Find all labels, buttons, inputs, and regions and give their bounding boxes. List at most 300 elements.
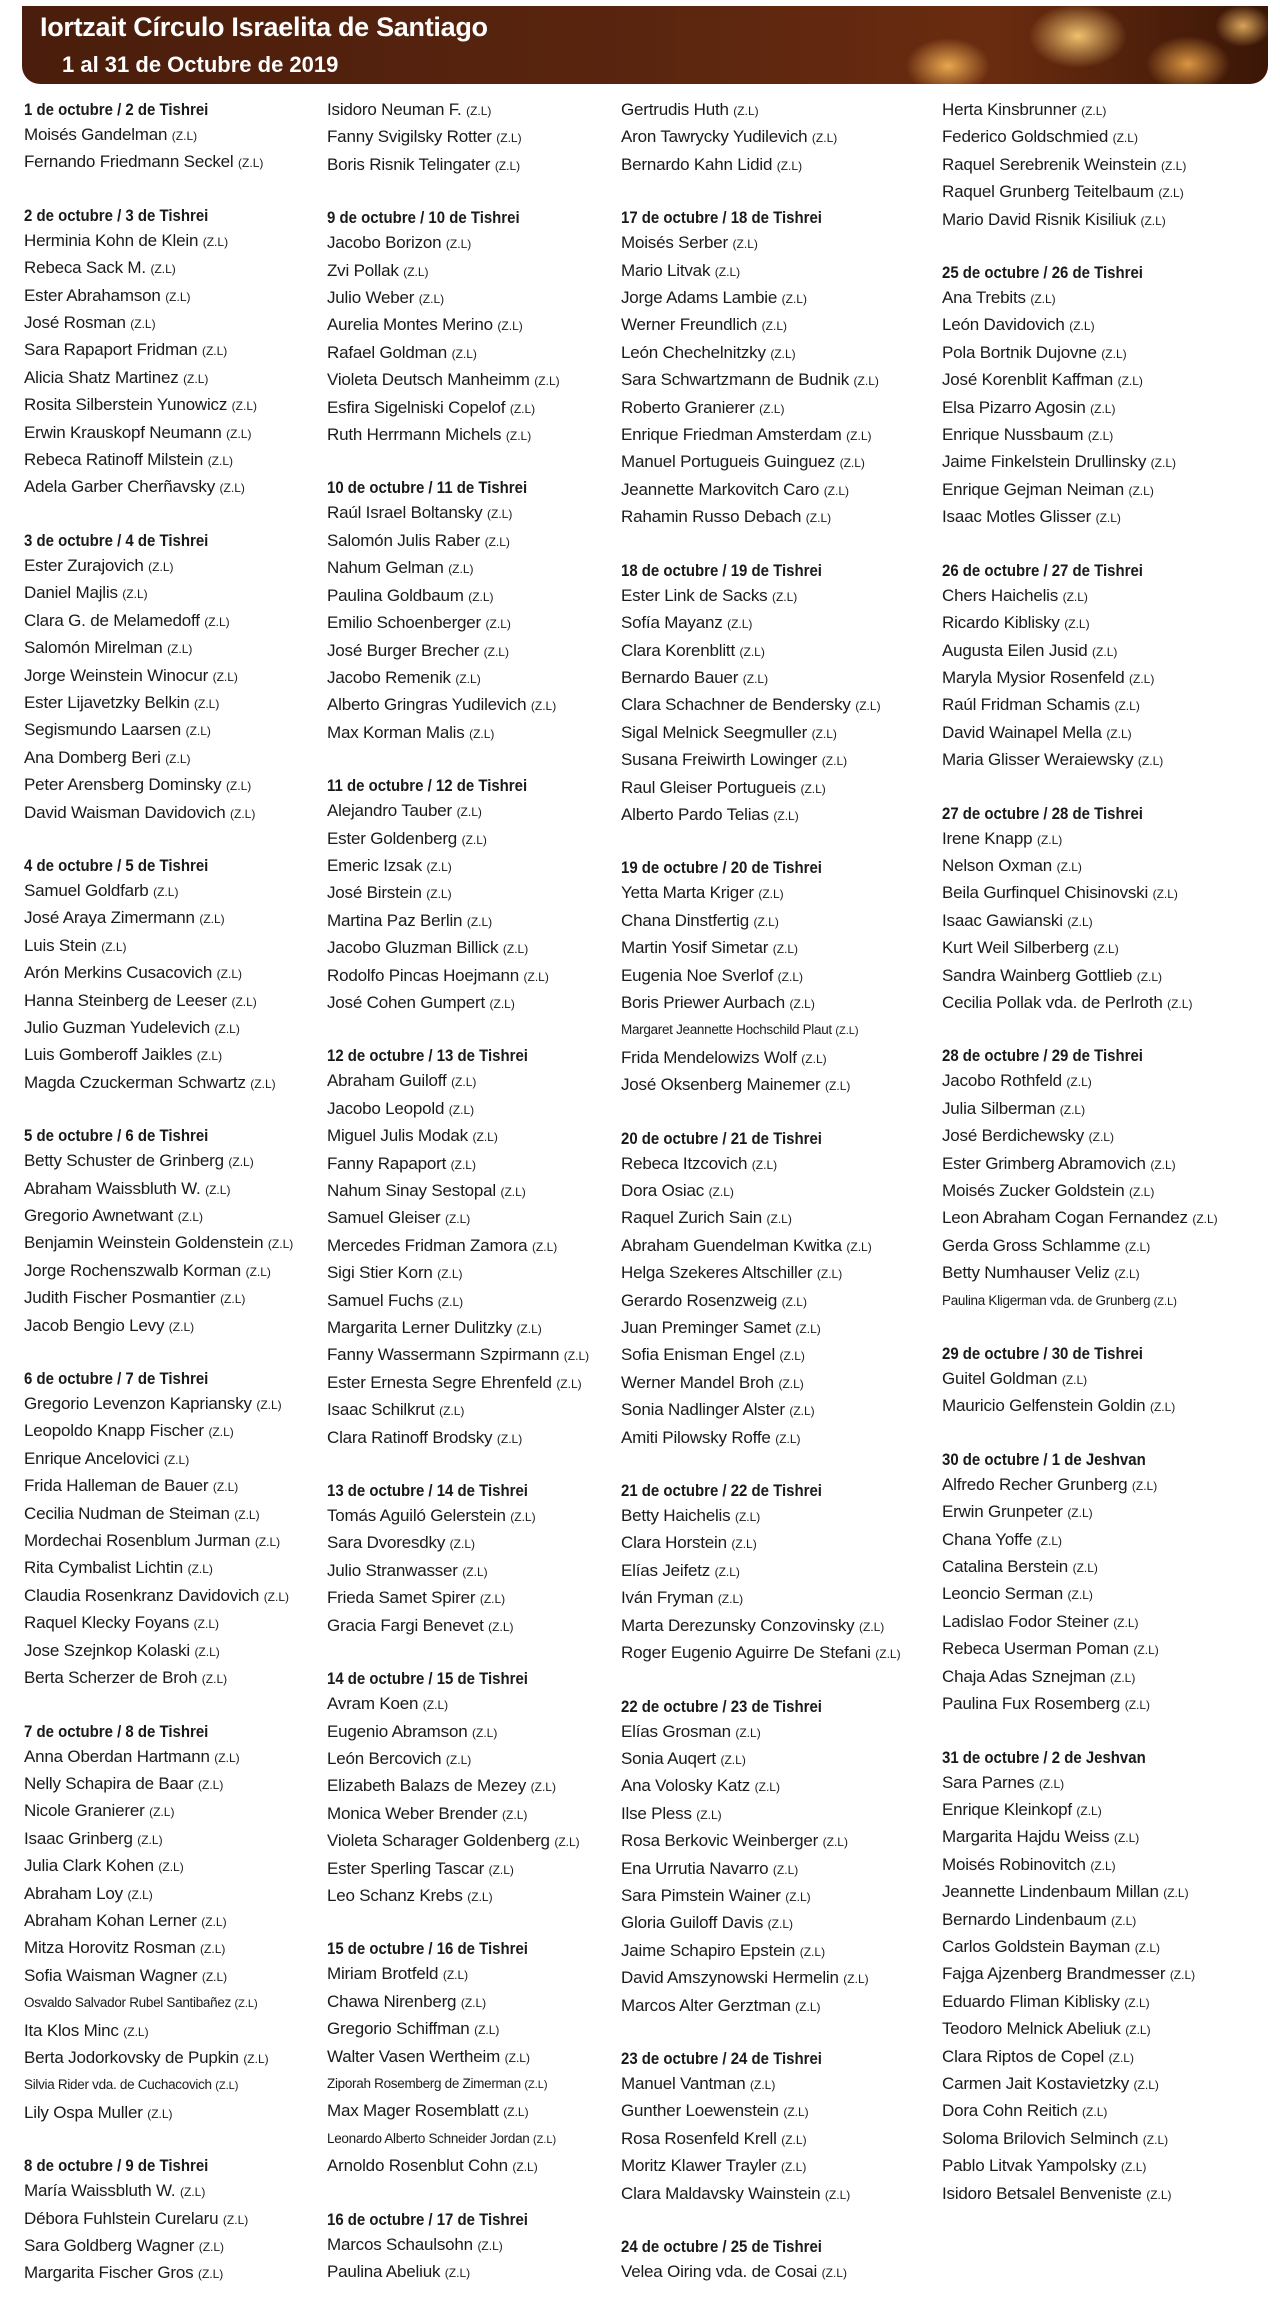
date-heading: 3 de octubre / 4 de Tishrei bbox=[24, 530, 209, 550]
zl-suffix: (Z.L) bbox=[816, 1267, 843, 1282]
memorial-name bbox=[327, 1746, 623, 1773]
person-name: Julia Clark Kohen bbox=[24, 1856, 154, 1876]
zl-suffix: (Z.L) bbox=[759, 401, 785, 416]
memorial-name bbox=[24, 474, 320, 501]
zl-suffix: (Z.L) bbox=[1150, 456, 1177, 471]
person-name: León Bercovich bbox=[327, 1748, 442, 1768]
person-name: Betty Numhauser Veliz bbox=[942, 1263, 1110, 1283]
person-name: Juan Preminger Samet bbox=[621, 1318, 791, 1338]
memorial-name bbox=[942, 1068, 1238, 1095]
zl-suffix: (Z.L) bbox=[714, 1564, 740, 1579]
zl-suffix: (Z.L) bbox=[444, 2266, 471, 2280]
zl-suffix: (Z.L) bbox=[1112, 131, 1138, 146]
person-name: Cecilia Nudman de Steiman bbox=[24, 1503, 230, 1523]
zl-suffix: (Z.L) bbox=[418, 292, 445, 307]
person-name: Erwin Krauskopf Neumann bbox=[24, 422, 222, 442]
memorial-name bbox=[327, 1585, 623, 1612]
person-name: Clara Korenblitt bbox=[621, 640, 735, 660]
person-name: Jorge Rochenszwalb Korman bbox=[24, 1260, 242, 1280]
person-name: Herminia Kohn de Klein bbox=[24, 230, 199, 250]
memorial-name bbox=[942, 2016, 1238, 2043]
date-group bbox=[24, 97, 320, 177]
memorial-name bbox=[621, 610, 917, 637]
person-name: Jorge Weinstein Winocur bbox=[24, 665, 209, 685]
memorial-name bbox=[24, 283, 320, 310]
memorial-name bbox=[24, 2206, 320, 2233]
zl-suffix: (Z.L) bbox=[781, 2132, 807, 2147]
person-name: Enrique Nussbaum bbox=[942, 425, 1084, 445]
person-name: Luis Stein bbox=[24, 935, 97, 955]
zl-suffix: (Z.L) bbox=[1090, 401, 1116, 416]
memorial-name bbox=[942, 1123, 1238, 1150]
person-name: Abraham Kohan Lerner bbox=[24, 1910, 197, 1930]
memorial-name bbox=[621, 124, 917, 151]
date-heading: 9 de octubre / 10 de Tishrei bbox=[327, 208, 520, 228]
person-name: David Waisman Davidovich bbox=[24, 802, 226, 822]
zl-suffix: (Z.L) bbox=[1061, 1373, 1088, 1388]
zl-suffix: (Z.L) bbox=[1030, 292, 1056, 307]
memorial-name bbox=[942, 312, 1238, 339]
zl-suffix: (Z.L) bbox=[1082, 2105, 1108, 2120]
date-heading: 26 de octubre / 27 de Tishrei bbox=[942, 560, 1143, 580]
person-name: Alberto Gringras Yudilevich bbox=[327, 695, 527, 715]
person-name: Avram Koen bbox=[327, 1694, 419, 1714]
memorial-name bbox=[942, 1472, 1238, 1499]
person-name: Ruth Herrmann Michels bbox=[327, 425, 502, 445]
memorial-name bbox=[621, 963, 917, 990]
memorial-name bbox=[24, 1583, 320, 1610]
zl-suffix: (Z.L) bbox=[496, 1431, 523, 1446]
memorial-name bbox=[621, 1017, 917, 1044]
person-name: Berta Scherzer de Broh bbox=[24, 1668, 198, 1688]
zl-suffix: (Z.L) bbox=[1117, 374, 1143, 389]
zl-suffix: (Z.L) bbox=[234, 1507, 260, 1522]
person-name: Max Korman Malis bbox=[327, 722, 465, 742]
person-name: Frida Halleman de Bauer bbox=[24, 1476, 209, 1496]
zl-suffix: (Z.L) bbox=[200, 1942, 226, 1957]
zl-suffix: (Z.L) bbox=[1129, 671, 1155, 686]
person-name: Roberto Granierer bbox=[621, 397, 755, 417]
person-name: Clara Ratinoff Brodsky bbox=[327, 1427, 493, 1447]
memorial-name bbox=[942, 1879, 1238, 1906]
person-name: Jacob Bengio Levy bbox=[24, 1315, 165, 1335]
memorial-name bbox=[327, 880, 623, 907]
person-name: Martina Paz Berlin bbox=[327, 910, 463, 930]
person-name: Sofia Waisman Wagner bbox=[24, 1965, 198, 1985]
zl-suffix: (Z.L) bbox=[720, 1752, 746, 1767]
person-name: José Korenblit Kaffman bbox=[942, 370, 1114, 390]
date-group bbox=[942, 1043, 1238, 1315]
person-name: Susana Freiwirth Lowinger bbox=[621, 750, 818, 770]
zl-suffix: (Z.L) bbox=[524, 2078, 548, 2091]
person-name: Ena Urrutia Navarro bbox=[621, 1858, 769, 1878]
person-name: Tomás Aguiló Gelerstein bbox=[327, 1506, 506, 1526]
memorial-name bbox=[942, 935, 1238, 962]
memorial-name bbox=[327, 1801, 623, 1828]
date-group bbox=[942, 801, 1238, 1018]
zl-suffix: (Z.L) bbox=[510, 1510, 536, 1525]
memorial-name bbox=[942, 449, 1238, 476]
zl-suffix: (Z.L) bbox=[775, 1431, 801, 1446]
memorial-name bbox=[327, 340, 623, 367]
memorial-name bbox=[24, 1203, 320, 1230]
memorial-name bbox=[621, 2259, 917, 2286]
zl-suffix: (Z.L) bbox=[516, 1322, 542, 1337]
zl-suffix: (Z.L) bbox=[1124, 1239, 1151, 1254]
zl-suffix: (Z.L) bbox=[219, 481, 245, 496]
person-name: Ester Sperling Tascar bbox=[327, 1858, 485, 1878]
date-group bbox=[621, 2046, 917, 2208]
person-name: Nicole Granierer bbox=[24, 1801, 145, 1821]
person-name: Bernardo Lindenbaum bbox=[942, 1909, 1107, 1929]
person-name: Kurt Weil Silberberg bbox=[942, 938, 1089, 958]
person-name: Frida Mendelowizs Wolf bbox=[621, 1047, 797, 1067]
person-name: Manuel Vantman bbox=[621, 2073, 746, 2093]
person-name: Roger Eugenio Aguirre De Stefani bbox=[621, 1643, 871, 1663]
memorial-name bbox=[942, 477, 1238, 504]
zl-suffix: (Z.L) bbox=[822, 1835, 848, 1850]
zl-suffix: (Z.L) bbox=[1106, 726, 1132, 741]
zl-suffix: (Z.L) bbox=[1125, 2023, 1151, 2038]
zl-suffix: (Z.L) bbox=[199, 912, 225, 927]
memorial-name bbox=[24, 310, 320, 337]
date-heading: 20 de octubre / 21 de Tishrei bbox=[621, 1128, 822, 1148]
zl-suffix: (Z.L) bbox=[772, 1862, 799, 1877]
memorial-name bbox=[24, 1744, 320, 1771]
person-name: José Rosman bbox=[24, 313, 126, 333]
person-name: Margarita Lerner Dulitzky bbox=[327, 1318, 512, 1338]
zl-suffix: (Z.L) bbox=[1101, 346, 1127, 361]
memorial-name bbox=[327, 1558, 623, 1585]
memorial-name bbox=[327, 1233, 623, 1260]
zl-suffix: (Z.L) bbox=[1192, 1212, 1218, 1227]
person-name: Elsa Pizarro Agosin bbox=[942, 397, 1086, 417]
zl-suffix: (Z.L) bbox=[1136, 969, 1163, 984]
memorial-name bbox=[327, 638, 623, 665]
person-name: Rosita Silberstein Yunowicz bbox=[24, 395, 228, 415]
zl-suffix: (Z.L) bbox=[811, 131, 838, 146]
person-name: Ester Goldenberg bbox=[327, 828, 458, 848]
person-name: Martin Yosif Simetar bbox=[621, 938, 769, 958]
person-name: Paulina Kligerman vda. de Grunberg bbox=[942, 1292, 1151, 1308]
person-name: Isaac Motles Glisser bbox=[942, 507, 1092, 527]
person-name: Irene Knapp bbox=[942, 828, 1033, 848]
zl-suffix: (Z.L) bbox=[734, 1510, 761, 1525]
zl-suffix: (Z.L) bbox=[761, 319, 787, 334]
person-name: Ita Klos Minc bbox=[24, 2020, 119, 2040]
person-name: Chana Yoffe bbox=[942, 1529, 1033, 1549]
person-name: Moisés Robinovitch bbox=[942, 1854, 1086, 1874]
memorial-name bbox=[942, 1393, 1238, 1420]
zl-suffix: (Z.L) bbox=[167, 642, 193, 657]
memorial-name bbox=[942, 908, 1238, 935]
zl-suffix: (Z.L) bbox=[1142, 2132, 1169, 2147]
person-name: Cecilia Pollak vda. de Perlroth bbox=[942, 992, 1163, 1012]
zl-suffix: (Z.L) bbox=[739, 644, 765, 659]
memorial-name bbox=[24, 1042, 320, 1069]
memorial-name bbox=[942, 1527, 1238, 1554]
memorial-name bbox=[621, 97, 917, 124]
date-group bbox=[24, 1123, 320, 1340]
memorial-name bbox=[621, 1530, 917, 1557]
memorial-name bbox=[621, 665, 917, 692]
person-name: Carmen Jait Kostavietzky bbox=[942, 2073, 1129, 2093]
person-name: Sara Pimstein Wainer bbox=[621, 1885, 781, 1905]
person-name: Dora Cohn Reitich bbox=[942, 2101, 1078, 2121]
zl-suffix: (Z.L) bbox=[789, 996, 815, 1011]
zl-suffix: (Z.L) bbox=[1128, 483, 1154, 498]
memorial-name bbox=[327, 152, 623, 179]
person-name: Isaac Gawianski bbox=[942, 910, 1063, 930]
memorial-name bbox=[621, 1965, 917, 1992]
memorial-name bbox=[621, 395, 917, 422]
person-name: Rebeca Userman Poman bbox=[942, 1639, 1129, 1659]
person-name: Nelly Schapira de Baar bbox=[24, 1773, 194, 1793]
date-group bbox=[327, 1666, 623, 1910]
zl-suffix: (Z.L) bbox=[858, 1619, 885, 1634]
zl-suffix: (Z.L) bbox=[727, 617, 753, 632]
zl-suffix: (Z.L) bbox=[846, 1239, 872, 1254]
zl-suffix: (Z.L) bbox=[214, 1021, 240, 1036]
header-banner bbox=[22, 6, 1268, 84]
memorial-name bbox=[327, 1856, 623, 1883]
person-name: Mitza Horovitz Rosman bbox=[24, 1938, 196, 1958]
person-name: Anna Oberdan Hartmann bbox=[24, 1746, 210, 1766]
memorial-name bbox=[621, 1613, 917, 1640]
zl-suffix: (Z.L) bbox=[148, 559, 174, 574]
person-name: Pola Bortnik Dujovne bbox=[942, 342, 1097, 362]
date-group bbox=[621, 855, 917, 1099]
person-name: Fanny Wassermann Szpirmann bbox=[327, 1345, 560, 1365]
memorial-name bbox=[327, 528, 623, 555]
memorial-name bbox=[24, 772, 320, 799]
person-name: Miguel Julis Modak bbox=[327, 1126, 468, 1146]
memorial-name bbox=[942, 152, 1238, 179]
person-name: Catalina Berstein bbox=[942, 1557, 1069, 1577]
person-name: Ester Zurajovich bbox=[24, 555, 144, 575]
zl-suffix: (Z.L) bbox=[1064, 617, 1090, 632]
memorial-name bbox=[24, 1258, 320, 1285]
person-name: Mario Litvak bbox=[621, 260, 711, 280]
memorial-name bbox=[24, 608, 320, 635]
person-name: Daniel Majlis bbox=[24, 583, 118, 603]
person-name: Julia Silberman bbox=[942, 1098, 1056, 1118]
memorial-name bbox=[24, 635, 320, 662]
memorial-name bbox=[24, 365, 320, 392]
person-name: Segismundo Laarsen bbox=[24, 720, 182, 740]
date-group bbox=[942, 558, 1238, 775]
zl-suffix: (Z.L) bbox=[426, 859, 452, 874]
memorial-name bbox=[24, 1148, 320, 1175]
zl-suffix: (Z.L) bbox=[1056, 859, 1082, 874]
memorial-name bbox=[327, 853, 623, 880]
person-name: José Cohen Gumpert bbox=[327, 992, 485, 1012]
memorial-name bbox=[621, 152, 917, 179]
memorial-name bbox=[24, 1638, 320, 1665]
person-name: Ana Domberg Beri bbox=[24, 747, 161, 767]
memorial-name bbox=[942, 826, 1238, 853]
person-name: Leo Schanz Krebs bbox=[327, 1885, 463, 1905]
zl-suffix: (Z.L) bbox=[225, 779, 252, 794]
person-name: Miriam Brotfeld bbox=[327, 1964, 439, 1984]
memorial-name bbox=[942, 340, 1238, 367]
zl-suffix: (Z.L) bbox=[185, 724, 211, 739]
memorial-name bbox=[327, 1123, 623, 1150]
date-group bbox=[24, 528, 320, 827]
memorial-name bbox=[942, 1961, 1238, 1988]
person-name: Betty Schuster de Grinberg bbox=[24, 1151, 224, 1171]
memorial-name bbox=[24, 1015, 320, 1042]
zl-suffix: (Z.L) bbox=[472, 1130, 498, 1145]
person-name: Jacobo Gluzman Billick bbox=[327, 938, 499, 958]
zl-suffix: (Z.L) bbox=[484, 534, 510, 549]
memorial-name bbox=[942, 1288, 1238, 1315]
person-name: Sigal Melnick Seegmuller bbox=[621, 722, 808, 742]
memorial-name bbox=[24, 800, 320, 827]
date-heading: 1 de octubre / 2 de Tishrei bbox=[24, 100, 209, 119]
zl-suffix: (Z.L) bbox=[422, 1698, 449, 1713]
zl-suffix: (Z.L) bbox=[462, 1564, 488, 1579]
date-heading: 4 de octubre / 5 de Tishrei bbox=[24, 855, 209, 875]
zl-suffix: (Z.L) bbox=[1124, 1698, 1151, 1713]
person-name: Max Mager Rosemblatt bbox=[327, 2101, 499, 2121]
zl-suffix: (Z.L) bbox=[1067, 914, 1093, 929]
person-name: Leopoldo Knapp Fischer bbox=[24, 1421, 204, 1441]
zl-suffix: (Z.L) bbox=[509, 401, 536, 416]
date-group bbox=[942, 1745, 1238, 2209]
zl-suffix: (Z.L) bbox=[201, 1672, 228, 1687]
person-name: Ester Link de Sacks bbox=[621, 585, 768, 605]
zl-suffix: (Z.L) bbox=[479, 1592, 506, 1607]
memorial-name bbox=[621, 1370, 917, 1397]
zl-suffix: (Z.L) bbox=[187, 1562, 213, 1577]
zl-suffix: (Z.L) bbox=[843, 1972, 869, 1987]
date-heading: 8 de octubre / 9 de Tishrei bbox=[24, 2156, 209, 2176]
zl-suffix: (Z.L) bbox=[512, 2160, 538, 2175]
memorial-name bbox=[327, 2016, 623, 2043]
zl-suffix: (Z.L) bbox=[472, 1725, 498, 1740]
zl-suffix: (Z.L) bbox=[214, 1750, 240, 1765]
zl-suffix: (Z.L) bbox=[474, 2023, 500, 2038]
memorial-name bbox=[327, 1613, 623, 1640]
person-name: Paulina Goldbaum bbox=[327, 585, 464, 605]
person-name: Teodoro Melnick Abeliuk bbox=[942, 2019, 1121, 2039]
zl-suffix: (Z.L) bbox=[795, 1322, 821, 1337]
zl-suffix: (Z.L) bbox=[437, 1294, 464, 1309]
zl-suffix: (Z.L) bbox=[158, 1860, 184, 1875]
zl-suffix: (Z.L) bbox=[468, 589, 494, 604]
person-name: Esfira Sigelniski Copelof bbox=[327, 397, 506, 417]
zl-suffix: (Z.L) bbox=[766, 1212, 792, 1227]
person-name: Samuel Gleiser bbox=[327, 1208, 441, 1228]
person-name: Manuel Portugueis Guinguez bbox=[621, 452, 836, 472]
memorial-name bbox=[621, 990, 917, 1017]
person-name: Abraham Guiloff bbox=[327, 1071, 447, 1091]
memorial-name bbox=[24, 690, 320, 717]
memorial-name bbox=[942, 1770, 1238, 1797]
memorial-name bbox=[24, 1418, 320, 1445]
person-name: Sara Parnes bbox=[942, 1772, 1035, 1792]
memorial-name bbox=[327, 1691, 623, 1718]
person-name: Eduardo Fliman Kiblisky bbox=[942, 1991, 1120, 2011]
zl-suffix: (Z.L) bbox=[1110, 1913, 1137, 1928]
zl-suffix: (Z.L) bbox=[147, 2106, 173, 2121]
date-group bbox=[327, 1478, 623, 1640]
zl-suffix: (Z.L) bbox=[554, 1835, 580, 1850]
person-name: Hanna Steinberg de Leeser bbox=[24, 990, 227, 1010]
person-name: Maria Glisser Weraiewsky bbox=[942, 750, 1134, 770]
page-title: Iortzait Círculo Israelita de Santiago bbox=[40, 12, 488, 42]
zl-suffix: (Z.L) bbox=[824, 2187, 851, 2202]
zl-suffix: (Z.L) bbox=[194, 1644, 220, 1659]
person-name: Margarita Hajdu Weiss bbox=[942, 1827, 1110, 1847]
person-name: Chana Dinstfertig bbox=[621, 910, 749, 930]
person-name: Raúl Fridman Schamis bbox=[942, 695, 1110, 715]
memorial-name bbox=[24, 1665, 320, 1692]
date-group bbox=[942, 260, 1238, 532]
zl-suffix: (Z.L) bbox=[460, 1995, 487, 2010]
date-heading: 24 de octubre / 25 de Tishrei bbox=[621, 2237, 822, 2256]
person-name: Clara Riptos de Copel bbox=[942, 2046, 1105, 2066]
memorial-name bbox=[942, 1664, 1238, 1691]
person-name: Carlos Goldstein Bayman bbox=[942, 1936, 1131, 1956]
memorial-name bbox=[327, 2044, 623, 2071]
memorial-name bbox=[327, 422, 623, 449]
person-name: Chawa Nirenberg bbox=[327, 1991, 457, 2011]
person-name: Margarita Fischer Gros bbox=[24, 2263, 194, 2283]
zl-suffix: (Z.L) bbox=[127, 1887, 153, 1902]
zl-suffix: (Z.L) bbox=[215, 2080, 239, 2093]
zl-suffix: (Z.L) bbox=[750, 2077, 776, 2092]
memorial-name bbox=[621, 638, 917, 665]
person-name: Emilio Schoenberger bbox=[327, 613, 482, 633]
memorial-name bbox=[621, 1910, 917, 1937]
person-name: Abraham Loy bbox=[24, 1883, 123, 1903]
memorial-name bbox=[24, 1391, 320, 1418]
memorial-name bbox=[327, 500, 623, 527]
person-name: Fernando Friedmann Seckel bbox=[24, 152, 234, 172]
person-name: Elías Jeifetz bbox=[621, 1560, 711, 1580]
person-name: Marta Derezunsky Conzovinsky bbox=[621, 1615, 855, 1635]
zl-suffix: (Z.L) bbox=[1036, 832, 1063, 847]
zl-suffix: (Z.L) bbox=[149, 1805, 175, 1820]
person-name: José Araya Zimermann bbox=[24, 908, 195, 928]
zl-suffix: (Z.L) bbox=[488, 1862, 514, 1877]
person-name: Iván Fryman bbox=[621, 1588, 714, 1608]
memorial-name bbox=[621, 258, 917, 285]
zl-suffix: (Z.L) bbox=[735, 1725, 761, 1740]
zl-suffix: (Z.L) bbox=[825, 1079, 851, 1094]
memorial-name bbox=[24, 1230, 320, 1257]
person-name: Débora Fuhlstein Curelaru bbox=[24, 2208, 219, 2228]
zl-suffix: (Z.L) bbox=[530, 1780, 556, 1795]
memorial-name bbox=[621, 477, 917, 504]
memorial-name bbox=[327, 258, 623, 285]
zl-suffix: (Z.L) bbox=[1149, 1400, 1176, 1415]
memorial-name bbox=[327, 1397, 623, 1424]
person-name: Gertrudis Huth bbox=[621, 100, 729, 119]
memorial-name bbox=[24, 933, 320, 960]
memorial-name bbox=[621, 449, 917, 476]
zl-suffix: (Z.L) bbox=[403, 264, 429, 279]
date-group bbox=[24, 1366, 320, 1692]
memorial-name bbox=[24, 1963, 320, 1990]
memorial-name bbox=[24, 553, 320, 580]
person-name: Ester Ernesta Segre Ehrenfeld bbox=[327, 1372, 552, 1392]
person-name: Raquel Serebrenik Weinstein bbox=[942, 154, 1157, 174]
zl-suffix: (Z.L) bbox=[168, 1319, 195, 1334]
memorial-name bbox=[942, 853, 1238, 880]
